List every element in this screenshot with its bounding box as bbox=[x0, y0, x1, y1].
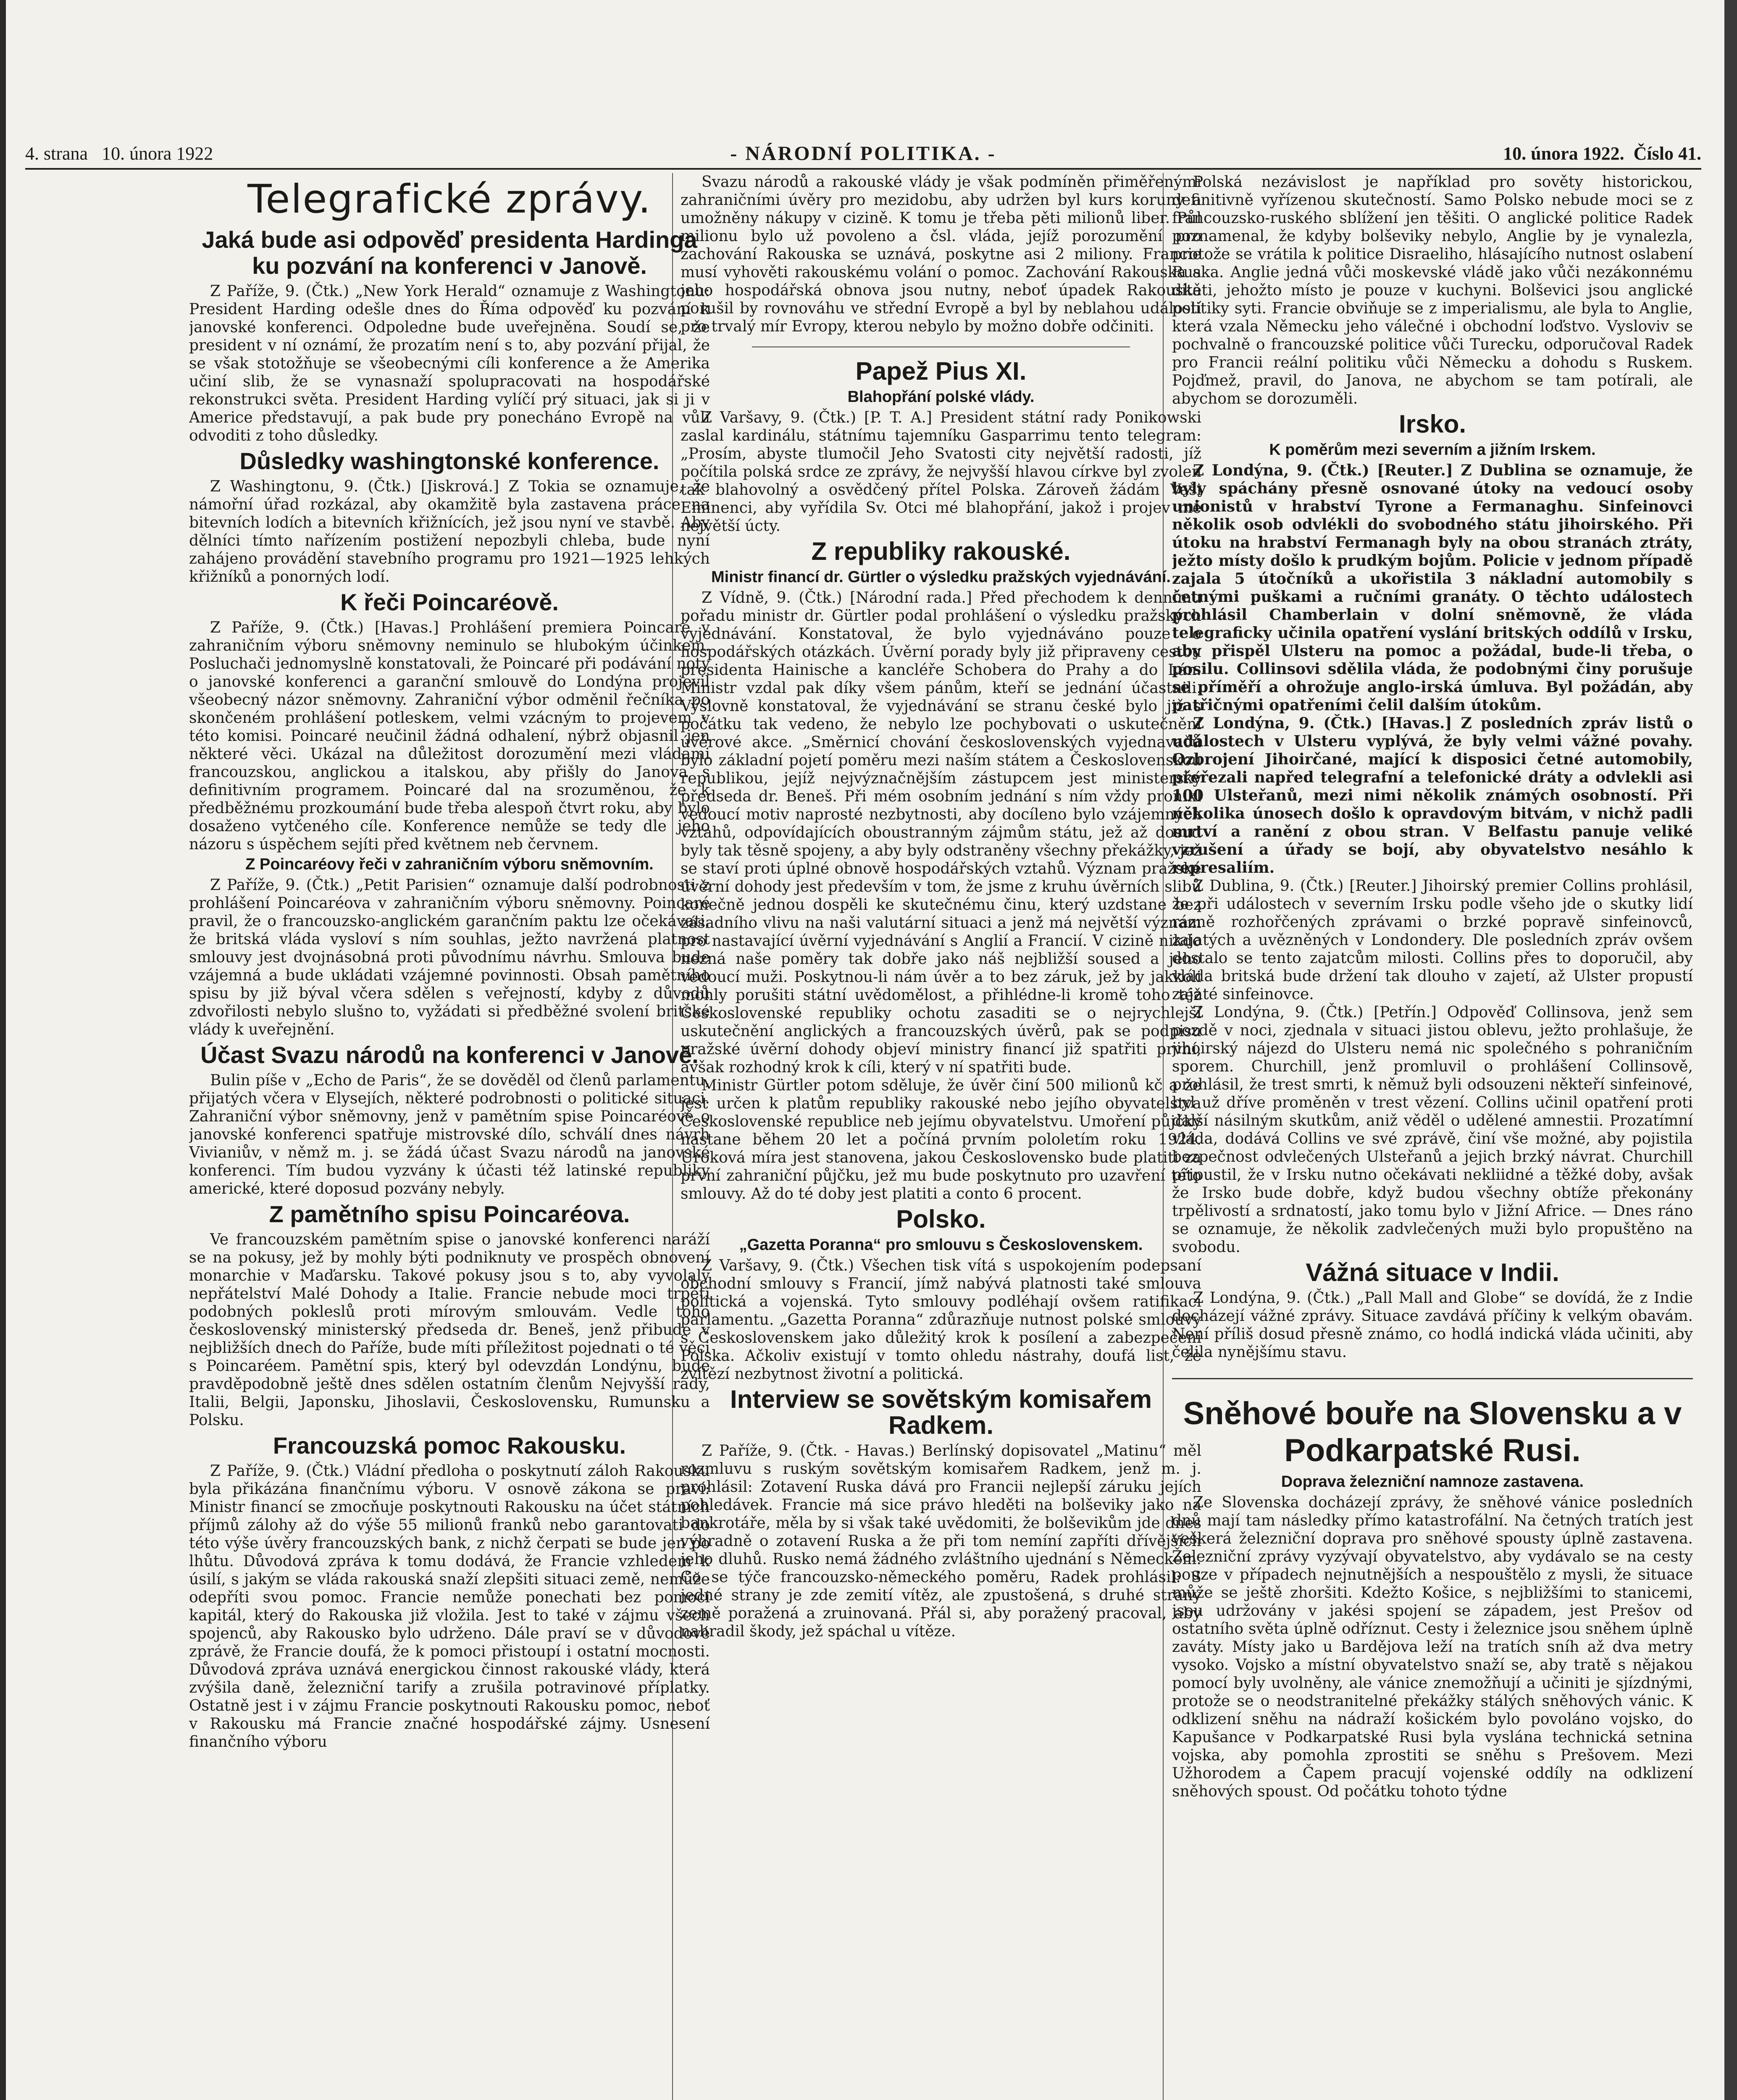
article-body: Z Varšavy, 9. (Čtk.) [P. T. A.] President státní rady Ponikowski zaslal kardinálu, státnímu tajemníku Gasparrimu tento telegram: „Prosím, abyste tlumočil Jeho Svatosti city největší radosti, jíž počítila polská srdce ze zprávy, že nejvyšší hlavou církve byl zvolen tak blahovolný a osvědčený přítel Polska. Zároveň žádám Vaši Eminenci, aby vyřídila Sv. Otci mé blahopřání, jakož i projev mé největší úcty. bbox=[681, 409, 1201, 535]
article-title: Vážná situace v Indii. bbox=[1306, 1258, 1559, 1286]
article-subtitle: „Gazetta Poranna“ pro smlouvu s Československem. bbox=[739, 1236, 1143, 1254]
header-right bbox=[1503, 143, 1701, 164]
article-subtitle: Ministr financí dr. Gürtler o výsledku pražských vyjednávání. bbox=[711, 568, 1171, 586]
article-body: Z Paříže, 9. (Čtk.) [Havas.] Prohlášení premiera Poincaré v zahraničním výboru sněmovny neminulo se hlubokým účinkem. Posluchači jednomyslně konstatovali, že Poincaré při podávání noty o janovské konferenci a garanční smlouvě do Londýna projevil všeobecný názor sněmovny. Zahraniční výbor odměnil řečníka po skončeném prohlášení potleskem, velmi vzácným to projevem v této komisi. Poincaré neučinil žádná odhalení, nýbrž objasnil jen některé věci. Ukázal na důležitost dorozumění mezi vládami francouzskou, anglickou a italskou, aby přišly do Janova s definitivním programem. Poincaré dal na srozuměnou, že k předběžnému prozkoumání bude třeba alespoň čtvrt roku, aby bylo dosaženo vytčeného cíle. Konference nemůže se tedy dle jeho názoru s úspěchem sejíti před květnem neb červnem. bbox=[189, 619, 710, 853]
article-body: Polská nezávislost je například pro sověty historickou, definitivně vyřízenou skutečností. Samo Polsko nebude moci se z francouzsko-ruského sblížení jen těšiti. O anglické politice Radek poznamenal, že kdyby bolševiky nebylo, Anglie by je vynalezla, protože se vrátila k politice Disraeliho, hlásajícího nutnost oslabení Ruska. Anglie jedná vůči moskevské vládě jako vůči nezákonnému dítěti, jehožto místo je pouze v kuchyni. Bolševici jsou anglické politiky syti. Francie obviňuje se z imperialismu, ale byla to Anglie, která vzala Německu jeho válečné i obchodní loďstvo. Vysloviv se pochvalně o francouzské politice vůči Turecku, odporučoval Radek pro Francii reální politiku vůči Německu a dohodu s Ruskem. Pojďmež, pravil, do Janova, ne abychom se tam potírali, ale abychom se dorozuměli. bbox=[1172, 173, 1693, 407]
article-title: Sněhové bouře na Slovensku a v Podkarpatské Rusi. bbox=[1183, 1396, 1682, 1468]
article-body: Z Paříže, 9. (Čtk.) Vládní předloha o poskytnutí záloh Rakousku byla přikázána finančnímu výboru. V osnově zákona se praví: Ministr financí se zmocňuje poskytnouti Rakousku na účet státních příjmů zálohy až do výše 55 milionů franků nebo garantovati do této výše úvěry francouzských bank, z nichž čerpati se bude jen po lhůtu. Důvodová zpráva k tomu dodává, že Francie vzhledem k úsilí, s jakým se vláda rakouská snaží zlepšiti situaci země, nemůže odepříti svou pomoc. Francie nemůže ponechati bez pomoci kapitál, který do Rakouska již vložila. Jest to také v zájmu všech spojenců, aby Rakousko bylo udrženo. Dále praví se v důvodové zprávě, že Francie doufá, že k pomoci přistoupí i ostatní mocnosti. Důvodová zpráva uznává energickou činnost rakouské vlády, která zvýšila daně, železniční tarify a zrušila potravinové příplatky. Ostatně jest i v zájmu Francie poskytnouti Rakousku pomoc, neboť v Rakousku má Francie značné hospodářské zájmy. Usnesení finančního výboru bbox=[189, 1462, 710, 1751]
article-subtitle: Doprava železniční namnoze zastavena. bbox=[1281, 1473, 1584, 1491]
article-title: Účast Svazu národů na konferenci v Janově. bbox=[200, 1042, 699, 1068]
article-title: Irsko. bbox=[1398, 410, 1466, 438]
date-right: 10. února 1922. bbox=[1503, 143, 1624, 164]
page-number: 4. strana bbox=[25, 143, 88, 164]
issue-number: Číslo 41. bbox=[1633, 143, 1701, 164]
article-body: Ze Slovenska docházejí zprávy, že sněhové vánice posledních dnů mají tam následky přímo katastrofální. Na četných tratích jest veškerá železniční doprava pro sněhové spousty úplně zastavena. Železniční zprávy vyzývají obyvatelstvo, aby vydávalo se na cesty pouze v případech nejnutnějších a nespouštělo z mysli, že situace může se ještě zhoršiti. Kdežto Košice, s nejbližšími to stanicemi, jsou udržovány v jakési spojení se západem, jest Prešov od ostatního světa úplně odříznut. Cesty i železnice jsou sněhem úplně zaváty. Místy jako u Bardějova leží na tratích sníh až dva metry vysoko. Vojsko a místní obyvatelstvo snaží se, aby tratě s nějakou pomocí byly uvolněny, ale vánice znemožňují a učiniti je sjízdnými, protože se o neodstranitelné překážky stálých sněhových vánic. K odklizení sněhu na nádraží košickém bylo povoláno vojsko, do Kapušance v Podkarpatské Rusi byla vyslána technická setnina vojska, aby pomohla zprostiti se sněhu s Prešovem. Mezi Užhorodem a Čapem pracují vojenské oddíly na odklizení sněhových spoust. Od počátku tohoto týdne bbox=[1172, 1494, 1693, 1800]
article-title: Z Poincaréovy řeči v zahraničním výboru sněmovním. bbox=[245, 856, 654, 873]
newspaper-title: - NÁRODNÍ POLITIKA. - bbox=[730, 142, 996, 165]
article-body: Z Londýna, 9. (Čtk.) [Petřín.] Odpověď Collinsova, jenž sem pozdě v noci, zjednala v situaci jistou oblevu, ježto prohlašuje, že jihoirský nájezd do Ulsteru nemá nic společného s pohraničním sporem. Churchill, jenž promluvil o prohlášení Collinsově, prohlásil, že trest smrti, k němuž byli odsouzeni někteří sinfeinové, byl už dříve proměněn v trest vězení. Collins učinil opatření proti další násilným skutkům, aniž věděl o udělené amnestii. Prozatímní vláda, dodává Collins ve své zprávě, činí vše možné, aby pojistila bezpečnost odvlečených Ulsteřanů a jejich brzký návrat. Churchill připustil, že v Irsku nutno očekávati nekliidné a těžké doby, avšak že Irsko bude dobře, když budou všechny obtíže překonány trpělivostí a srdnatostí, jako tomu bylo v Jižní Africe. — Dnes ráno se oznamuje, že několik zadvlečených muži bylo propuštěno na svobodu. bbox=[1172, 1004, 1693, 1256]
article-body: Z Dublina, 9. (Čtk.) [Reuter.] Jihoirský premier Collins prohlásil, že při událostech v severním Irsku podle všeho jde o skutky lidí rázně rozhořčených zprávami o brzké popravě sinfeinovců, zajatých a uvězněných v Londondery. Dle posledních zpráv ovšem dostalo se tento zajatcům milosti. Collins přes to doporučil, aby vláda britská bude držení tak dlouho v zajetí, až Ulster propustí zajaté sinfeinovce. bbox=[1172, 877, 1693, 1003]
article-body: Ministr Gürtler potom sděluje, že úvěr činí 500 milionů kč a že jest určen k platům republiky rakouské nebo jejího obyvatelstva Československé republice neb jejímu obyvatelstvu. Umoření půjčky nastane během 20 let a počíná prvním pololetím roku 1924. Úroková míra jest stanovena, jakou Československo bude platiti za první zahraniční půjčku, jež mu bude poskytnuto pro uzavření této smlouvy. Až do té doby jest platiti a conto 6 procent. bbox=[681, 1077, 1201, 1202]
column-3 bbox=[1172, 173, 1693, 2100]
article-title: Důsledky washingtonské konference. bbox=[239, 448, 660, 474]
article-title: Interview se sovětským komisařem Radkem. bbox=[730, 1385, 1152, 1439]
article-body: Z Londýna, 9. (Čtk.) [Reuter.] Z Dublina se oznamuje, že byly spáchány přesně osnované útoky na vedoucí osoby unionistů v hrabství Tyrone a Fermanaghu. Sinfeinovci několik osob odvlékli do svobodného státu jihoirského. Při útoku na hrabství Fermanagh byly na obou stranách ztráty, ježto místy došlo k prudkým bojům. Policie v jednom případě zajala 5 útočníků a ukořistila 3 nákladní automobily s četnými puškami a ručními granáty. O těchto událostech prohlásil Chamberlain v dolní sněmovně, že vláda telegraficky učinila opatření vyslání britských oddílů v Irsku, aby přispěl Ulsteru na pomoc a požádal, bude-li třeba, o posilu. Collinsovi sdělila vláda, že podobnými činy porušuje se příměří a ohrožuje anglo-irská úmluva. Byl požádán, aby patřičnými opatřeními čelil dalším útokům. bbox=[1172, 462, 1693, 714]
column-1 bbox=[189, 176, 710, 2100]
column-2 bbox=[681, 173, 1201, 2100]
article-body: Z Washingtonu, 9. (Čtk.) [Jiskrová.] Z Tokia se oznamuje, že námořní úřad rozkázal, aby okamžitě byla zastavena práce na bitevních lodích a bitevních křižnících, jež jsou nyní ve stavbě. Aby dělníci tímto nařízením postižení nepozbyli chleba, bude nyní zahájeno provádění stavebního programu pro 1921—1925 lehkých křižníků a ponorných lodí. bbox=[189, 478, 710, 585]
article-body: Bulin píše v „Echo de Paris“, že se dověděl od členů parlamentu, přijatých včera v Elysejích, některé podrobnosti o politické situaci. Zahraniční výbor sněmovny, jenž v pamětním spise Poincaréově o janovské konferenci spatřuje mistrovské dílo, schválí dnes návrh Vivianiův, v němž m. j. se žádá účast Svazu národů na janovské konferenci. Tím budou vyzvány k účasti též latinské republiky americké, které doposud pozvány nebyly. bbox=[189, 1072, 710, 1197]
section-title: Telegrafické zprávy. bbox=[247, 176, 652, 222]
article-body: Z Londýna, 9. (Čtk.) [Havas.] Z posledních zpráv listů o událostech v Ulsteru vyplývá, že byly velmi vážné povahy. Ozbrojení Jihoirčané, mající k disposici četné automobily, přeřezali napřed telegrafní a telefonické dráty a odvlekli asi 100 Ulsteřanů, mezi nimi několik známých osobností. Při několika únosech došlo k opravdovým bitvám, v nichž padli mrtví a ranění z obou stran. V Belfastu panuje veliké vzrušení a úřady se bojí, aby obyvatelstvo nesáhlo k represaliím. bbox=[1172, 714, 1693, 877]
page-edge-left bbox=[0, 0, 6, 2100]
article-title: Z republiky rakouské. bbox=[811, 537, 1071, 565]
article-subtitle: Blahopřání polské vlády. bbox=[847, 388, 1035, 406]
article-title: K řeči Poincaréově. bbox=[340, 589, 559, 615]
date-left: 10. února 1922 bbox=[102, 143, 213, 164]
article-title: Francouzská pomoc Rakousku. bbox=[273, 1432, 626, 1459]
article-title: Papež Pius XI. bbox=[855, 357, 1027, 385]
article-body: Z Paříže, 9. (Čtk.) „New York Herald“ oznamuje z Washingtonu: President Harding odešle dnes do Říma odpověď ku pozvání k janovské konferenci. Odpoledne bude uveřejněna. Soudí se, že president v ní oznámí, že prozatím není s to, aby pozvání přijal, že se však stotožňuje se všeobecnými cíli konference a že Amerika učiní slib, že se vynasnaží spolupracovati na hospodářské rekonstrukci světa. President Harding vylíčí prý situaci, jak si ji v Americe představují, a pak bude pry ponecháno Evropě na vůli odvoditi z toho důsledky. bbox=[189, 283, 710, 444]
article-title: Jaká bude asi odpověď presidenta Hardinga ku pozvání na konferenci v Janově. bbox=[202, 226, 697, 279]
article-body: Z Paříže, 9. (Čtk.) „Petit Parisien“ oznamuje další podrobnosti z prohlášení Poincaréova v zahraničním výboru sněmovny. Poincaré pravil, že o francouzsko-anglickém garančním paktu lze očekávati, že britská vláda vysloví s ním souhlas, ježto navržená platnost smlouvy jest dvojnásobná proti původnímu návrhu. Smlouva bude vzájemná a bude ukládati vzájemné povinnosti. Obsah pamětního spisu by již býval včera sdělen s veřejností, kdyby z důvodů zdvořilosti nebylo slušno to, vyžádati si předběžné svolení britské vlády k uveřejnění. bbox=[189, 877, 710, 1038]
divider bbox=[752, 346, 1130, 347]
page-header bbox=[25, 139, 1701, 170]
article-body: Z Londýna, 9. (Čtk.) „Pall Mall and Globe“ se dovídá, že z Indie docházejí vážné zprávy. Situace zavdává příčiny k velkým obavám. Není příliš dosud přesně známo, co hodlá indická vláda učiniti, aby čelila nynějšímu stavu. bbox=[1172, 1289, 1693, 1361]
featured-article bbox=[1172, 1378, 1693, 1801]
article-body: Z Vídně, 9. (Čtk.) [Národní rada.] Před přechodem k dennímu pořadu ministr dr. Gürtler podal prohlášení o výsledku pražských vyjednávání. Konstatoval, že bylo vyjednáváno pouze o hospodářských otázkách. Úvěrní porady byly již připraveny cestou presidenta Hainische a kancléře Schobera do Prahy a do Lán. Ministr vzdal pak díky všem pánům, kteří se jednání účastnili. Výslovně konstatoval, že vyjednávání se stranu české bylo již s počátku tak vedeno, že nebylo lze pochybovati o uskutečnění úvěrové akce. „Směrnicí chování československých vyjednavačů bylo základní pojetí poměru mezi naším státem a Československou republikou, jejíž nejvýznačnějším zástupcem jest ministerský předseda dr. Beneš. Při mém osobním jednání s ním vždy pronikl vedoucí motiv naprosté nezbytnosti, aby docíleno bylo vzájemných vztahů, odpovídajících oboustranným zájmům státu, jež až dosud byly tak těsně spojeny, a aby byly odstraněny všechny překážky, jež se staví proti úplné obnově hospodářských vztahů. Význam pražské úvěrní dohody jest především v tom, že jsme z kruhu úvěrních slibů konečně jednou dospěli ke skutečnému činu, který uzdstane bez zásadního vlivu na naši valutární situaci a jenž má největší význam pro nastavající úvěrní vyjednávání s Anglií a Francií. V cizině nikdo nezná naše poměry tak dobře jako náš nejbližší soused a jeho vedoucí muži. Poskytnou-li nám úvěr a to bez záruk, jež by jakkoli mohly porušiti státní uvědomělost, a přihlédne-li kromě toho též Československé republiky ochotu zasaditi se o nejrychlejší uskutečnění anglických a francouzských úvěrů, pak se podpisu pražské úvěrní dohody objeví ministry financí již spatřiti první, avšak rozhodný krok k cíli, který v ní spatřiti bude. bbox=[681, 589, 1201, 1076]
article-body: Z Paříže, 9. (Čtk. - Havas.) Berlínský dopisovatel „Matinu“ měl rozmluvu s ruským sovětským komisařem Radkem, jenž m. j. prohlásil: Zotavení Ruska dává pro Francii nejlepší záruku jejích pohledávek. Francie má sice právo hleděti na bolševiky jako na bankrotáře, měla by si však také uvědomiti, že bolševikům jde dnes výhradně o zotavení Ruska a že při tom nemíní zapříti dřívějších jeho dluhů. Rusko nemá žádného zvláštního ujednání s Německem. Co se týče francouzsko-německého poměru, Radek prohlásil: S jedné strany je zde zemití vítěz, ale zpustošená, s druhé strany země poražená a zruinovaná. Přál si, aby poražený pracoval, aby nahradil škody, jež spáchal u vítěze. bbox=[681, 1442, 1201, 1640]
article-body: Svazu národů a rakouské vlády je však podmíněn přiměřenými zahraničními úvěry pro mezidobu, aby udržen byl kurs koruny a umožněny nákupy v cizině. K tomu je třeba pěti milionů liber. Půl milionu bylo už povoleno a čsl. vláda, jejíž porozumění pro zachování Rakouska se uznává, poskytne asi 2 miliony. Francie musí vyhověti rakouskému volání o pomoc. Zachování Rakouska a jeho hospodářská obnova jsou nutny, neboť úpadek Rakouska porušil by rovnováhu ve střední Evropě a byl by neblahou událostí pro trvalý mír Evropy, kterou nebylo by možno dobře odčiniti. bbox=[681, 173, 1201, 335]
article-subtitle: K poměrům mezi severním a jižním Irskem. bbox=[1269, 441, 1596, 459]
article-body: Z Varšavy, 9. (Čtk.) Všechen tisk vítá s uspokojením podepsaní obchodní smlouvy s Francií, jímž nabývá platnosti také smlouva politická a vojenská. Tyto smlouvy podléhají ovšem ratifikaci parlamentu. „Gazetta Poranna“ zdůrazňuje nutnost polské smlouvy s Československem jako důležitý krok k posílení a zabezpečení Polska. Ačkoliv existují v tomto ohledu nástrahy, doufá list, že zvítězí nezbytnost životní a politická. bbox=[681, 1257, 1201, 1383]
page-edge-right bbox=[1724, 0, 1737, 2100]
article-body: Ve francouzském pamětním spise o janovské konferenci naráží se na pokusy, jež by mohly býti podniknuty ve prospěch obnovení monarchie v Maďarsku. Takové pokusy jsou s to, aby vyvolaly nepřátelství Malé Dohody a Italie. Francie nebude moci trpěti podobných pokleslů proti mírovým smlouvám. Vedle toho československý ministerský předseda dr. Beneš, jenž přibude v nejbližších dnech do Paříže, bude míti příležitost pojednati o té věci s Poincaréem. Pamětní spis, který byl odevzdán Londýnu, bude pravděpodobně ještě dnes sdělen ostatním členům Nejvyšší rady, Italii, Belgii, Japonsku, Jihoslavii, Československu, Rumunsku a Polsku. bbox=[189, 1231, 710, 1429]
article-title: Z pamětního spisu Poincaréova. bbox=[269, 1201, 630, 1227]
article-title: Polsko. bbox=[896, 1205, 986, 1233]
